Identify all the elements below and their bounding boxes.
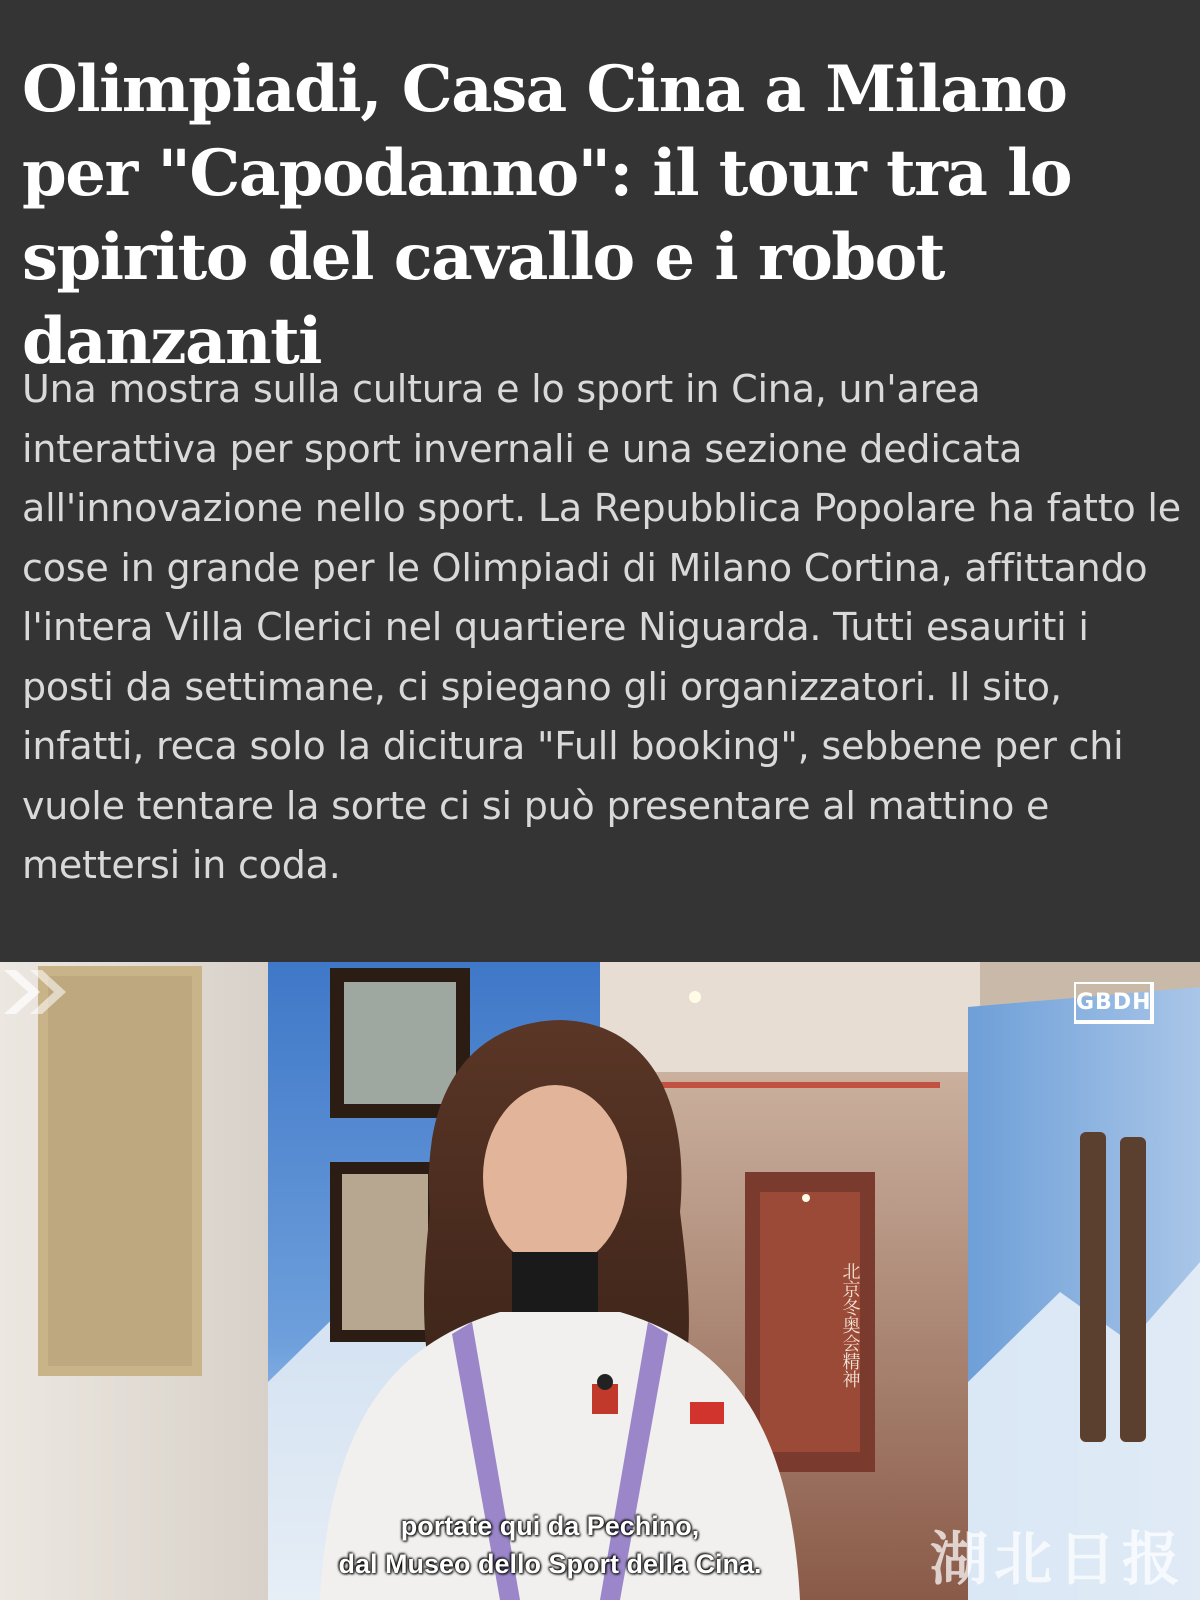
wall-calligraphy: 北京冬奥会精神 xyxy=(839,1262,861,1388)
article-headline[interactable]: Olimpiadi, Casa Cina a Milano per "Capodanno": il tour tra lo spirito del cavallo e i robot danzanti xyxy=(22,52,1072,379)
publisher-watermark: 湖北日报 xyxy=(930,1525,1187,1593)
subtitle-line-2: dal Museo dello Sport della Cina. xyxy=(338,1549,762,1579)
publisher-logo-icon xyxy=(0,962,78,1018)
video-subtitle xyxy=(250,1507,850,1583)
article-lede: Una mostra sulla cultura e lo sport in Cina, un'area interattiva per sport invernali e una sezione dedicata all'innovazione nello sport. La Repubblica Popolare ha fatto le cose in grande per le Olimpiadi di Milano Cortina, affittando l'intera Villa Clerici nel quartiere Niguarda. Tutti esauriti i posti da settimane, ci spiegano gli organizzatori. Il sito, infatti, reca solo la dicitura "Full booking", sebbene per chi vuole tentare la sorte ci si può presentare al mattino e mettersi in coda. xyxy=(22,367,1181,887)
subtitle-line-1: portate qui da Pechino, xyxy=(400,1511,700,1541)
channel-logo: GBDH xyxy=(1074,982,1154,1024)
video-frame[interactable] xyxy=(0,962,1200,1600)
antique-ski-right xyxy=(1120,1137,1146,1442)
video-still-scene xyxy=(0,962,1200,1600)
person-face xyxy=(483,1085,627,1269)
antique-ski-left xyxy=(1080,1132,1106,1442)
